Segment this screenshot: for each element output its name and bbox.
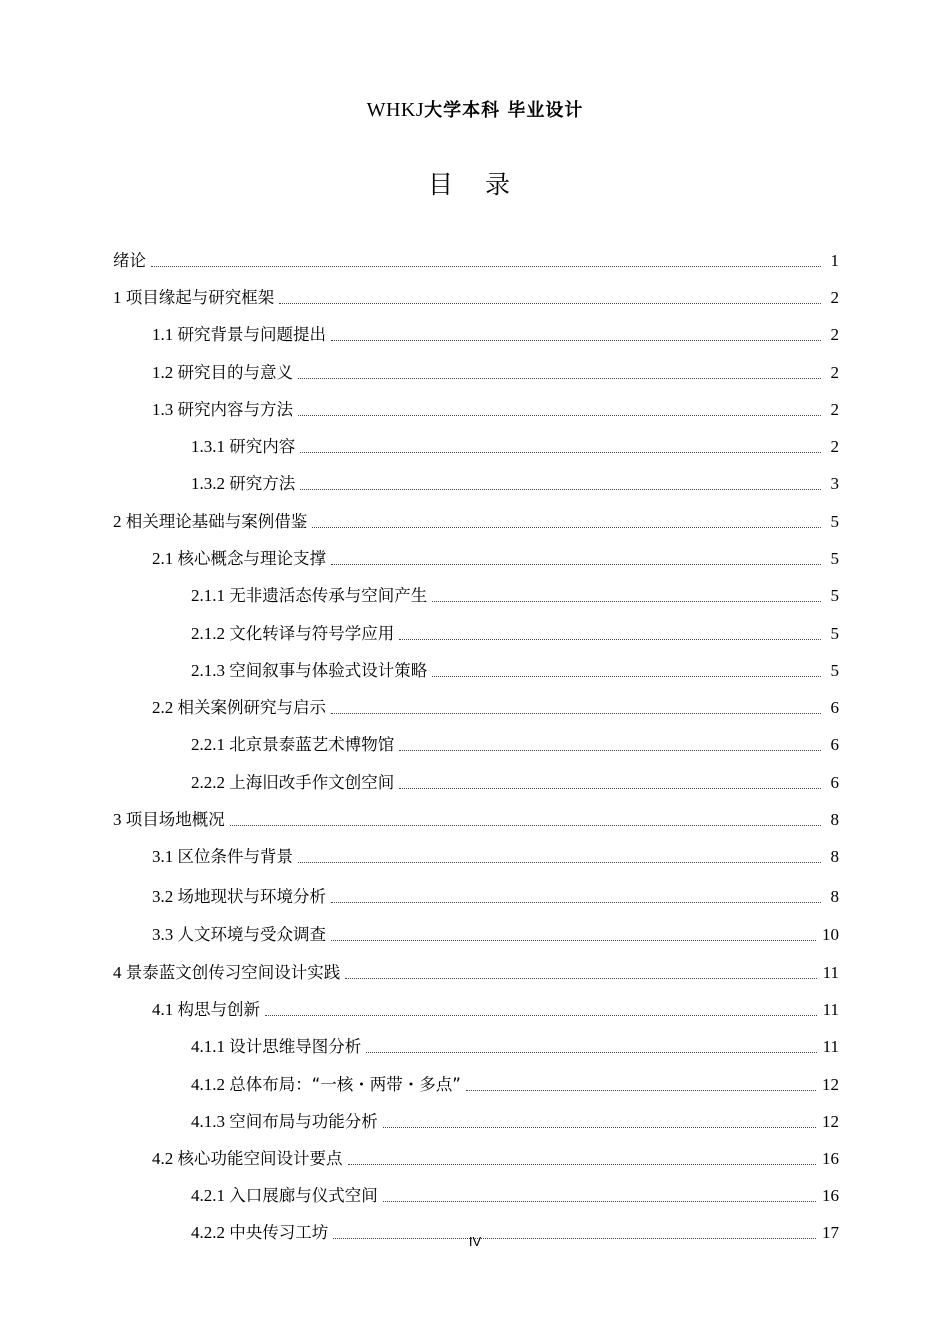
toc-entry-number: 2.2.1 <box>191 735 230 754</box>
toc-entry-page: 6 <box>830 735 839 754</box>
toc-entry-page: 16 <box>822 1186 839 1205</box>
toc-entry-title: 人文环境与受众调查 <box>177 925 326 944</box>
toc-entry-page: 5 <box>830 512 839 531</box>
toc-entry-title: 相关案例研究与启示 <box>177 698 326 717</box>
toc-entry-page: 5 <box>830 549 839 568</box>
toc-entry-page: 16 <box>822 1149 839 1168</box>
toc-entry-number: 1.3.2 <box>191 474 230 493</box>
toc-entry-number: 1.1 <box>152 325 178 344</box>
toc-entry-page: 5 <box>830 661 839 680</box>
toc-entry-title: 无非遗活态传承与空间产生 <box>229 586 428 605</box>
toc-entry-title: 北京景泰蓝艺术博物馆 <box>229 735 395 754</box>
toc-entry-number: 3 <box>113 810 126 829</box>
toc-entry-title: 研究目的与意义 <box>177 363 293 382</box>
toc-dot-leader <box>432 601 821 602</box>
toc-entry-number: 2.1 <box>152 549 178 568</box>
toc-entry[interactable] <box>191 770 839 796</box>
toc-entry-page: 5 <box>830 586 839 605</box>
toc-entry-title: 空间叙事与体验式设计策略 <box>229 661 428 680</box>
toc-entry[interactable] <box>191 583 839 609</box>
toc-entry-page: 6 <box>830 773 839 792</box>
toc-entry-page: 11 <box>822 963 839 982</box>
toc-entry-page: 8 <box>830 847 839 866</box>
toc-entry-number: 2.1.2 <box>191 624 230 643</box>
toc-entry[interactable] <box>191 658 839 684</box>
toc-entry-title: 总体布局：“一核・两带・多点” <box>229 1075 461 1094</box>
toc-entry[interactable] <box>113 807 839 833</box>
toc-entry-number: 2.1.1 <box>191 586 230 605</box>
toc-entry-number: 3.3 <box>152 925 178 944</box>
toc-dot-leader <box>399 788 821 789</box>
toc-dot-leader <box>298 862 821 863</box>
toc-dot-leader <box>331 340 821 341</box>
toc-entry[interactable] <box>191 1034 839 1060</box>
toc-entry-number: 4.1.2 <box>191 1075 230 1094</box>
toc-dot-leader <box>348 1164 817 1165</box>
toc-dot-leader <box>466 1090 816 1091</box>
toc-entry-page: 3 <box>830 474 839 493</box>
toc-entry-page: 11 <box>822 1000 839 1019</box>
toc-dot-leader <box>265 1015 817 1016</box>
toc-entry[interactable] <box>191 1183 839 1209</box>
toc-entry-page: 5 <box>830 624 839 643</box>
toc-entry-title: 核心概念与理论支撑 <box>177 549 326 568</box>
toc-entry-title: 研究内容 <box>229 437 296 456</box>
toc-entry-page: 12 <box>822 1075 839 1094</box>
toc-dot-leader <box>331 564 821 565</box>
toc-entry-page: 6 <box>830 698 839 717</box>
toc-entry-title: 上海旧改手作文创空间 <box>229 773 395 792</box>
toc-entry[interactable] <box>113 960 839 986</box>
toc-entry-page: 12 <box>822 1112 839 1131</box>
toc-entry-title: 文化转译与符号学应用 <box>229 624 395 643</box>
toc-entry[interactable] <box>152 546 839 572</box>
toc-entry[interactable] <box>152 844 839 870</box>
toc-dot-leader <box>298 378 821 379</box>
document-header <box>0 96 950 122</box>
toc-entry-page: 2 <box>830 325 839 344</box>
toc-dot-leader <box>383 1201 816 1202</box>
toc-entry-page: 8 <box>830 887 839 906</box>
toc-entry-title: 场地现状与环境分析 <box>177 887 326 906</box>
toc-entry-title: 中央传习工坊 <box>229 1223 329 1242</box>
toc-entry-number: 1.2 <box>152 363 178 382</box>
toc-entry-number: 2 <box>113 512 126 531</box>
toc-dot-leader <box>300 489 821 490</box>
toc-entry-title: 项目缘起与研究框架 <box>125 288 275 307</box>
toc-entry-page: 11 <box>822 1037 839 1056</box>
toc-entry-title: 景泰蓝文创传习空间设计实践 <box>125 963 341 982</box>
toc-entry-number: 2.2.2 <box>191 773 230 792</box>
toc-dot-leader <box>230 825 821 826</box>
toc-entry-page: 8 <box>830 810 839 829</box>
toc-entry[interactable] <box>191 1109 839 1135</box>
toc-entry-number: 4.1.1 <box>191 1037 230 1056</box>
toc-entry-title: 设计思维导图分析 <box>229 1037 362 1056</box>
toc-entry-number: 4 <box>113 963 126 982</box>
toc-entry-number: 1 <box>113 288 126 307</box>
toc-dot-leader <box>151 266 821 267</box>
header-prefix: WHKJ <box>366 99 425 121</box>
toc-entry-title: 空间布局与功能分析 <box>229 1112 378 1131</box>
toc-entry[interactable] <box>152 1146 839 1172</box>
toc-entry[interactable] <box>152 922 839 948</box>
toc-entry[interactable] <box>152 397 839 423</box>
toc-entry-page: 17 <box>822 1223 839 1242</box>
page-number: IV <box>468 1234 482 1249</box>
toc-dot-leader <box>432 676 821 677</box>
toc-entry-number: 1.3 <box>152 400 178 419</box>
toc-entry[interactable] <box>152 360 839 386</box>
toc-dot-leader <box>331 713 821 714</box>
toc-dot-leader <box>331 940 816 941</box>
toc-entry-number: 2.2 <box>152 698 178 717</box>
toc-entry[interactable] <box>152 322 839 348</box>
toc-entry-page: 10 <box>822 925 839 944</box>
toc-entry-page: 1 <box>830 251 839 270</box>
toc-entry-number: 1.3.1 <box>191 437 230 456</box>
toc-entry-number: 4.2.2 <box>191 1223 230 1242</box>
toc-dot-leader <box>399 639 821 640</box>
toc-entry[interactable] <box>191 434 839 460</box>
toc-entry-title: 研究内容与方法 <box>177 400 293 419</box>
toc-dot-leader <box>345 978 816 979</box>
toc-entry[interactable] <box>191 621 839 647</box>
toc-entry[interactable] <box>191 1072 839 1098</box>
toc-dot-leader <box>383 1127 816 1128</box>
toc-entry-title: 核心功能空间设计要点 <box>177 1149 343 1168</box>
toc-entry-number: 4.2.1 <box>191 1186 230 1205</box>
toc-entry-number: 4.1.3 <box>191 1112 230 1131</box>
toc-entry-page: 2 <box>830 363 839 382</box>
toc-entry[interactable] <box>191 732 839 758</box>
toc-entry-title: 项目场地概况 <box>125 810 225 829</box>
toc-entry-title: 绪论 <box>113 251 146 270</box>
toc-entry-page: 2 <box>830 400 839 419</box>
toc-entry-title: 区位条件与背景 <box>177 847 293 866</box>
toc-entry-title: 入口展廊与仪式空间 <box>229 1186 378 1205</box>
toc-dot-leader <box>298 415 821 416</box>
toc-entry-title: 研究方法 <box>229 474 296 493</box>
toc-dot-leader <box>312 527 821 528</box>
toc-entry-number: 4.1 <box>152 1000 178 1019</box>
page-title: 目 录 <box>428 170 522 199</box>
toc-entry-number: 2.1.3 <box>191 661 230 680</box>
toc-entry[interactable] <box>113 248 839 274</box>
toc-dot-leader <box>399 750 821 751</box>
toc-entry-title: 研究背景与问题提出 <box>177 325 326 344</box>
toc-entry-number: 4.2 <box>152 1149 178 1168</box>
header-text: 大学本科 毕业设计 <box>424 100 584 121</box>
toc-entry[interactable] <box>152 695 839 721</box>
toc-dot-leader <box>300 452 821 453</box>
toc-entry[interactable] <box>113 285 839 311</box>
toc-entry[interactable] <box>191 471 839 497</box>
toc-dot-leader <box>279 303 821 304</box>
toc-entry[interactable] <box>113 509 839 535</box>
toc-entry-page: 2 <box>830 437 839 456</box>
toc-entry-page: 2 <box>830 288 839 307</box>
toc-entry-title: 相关理论基础与案例借鉴 <box>125 512 308 531</box>
toc-entry-number: 3.1 <box>152 847 178 866</box>
toc-dot-leader <box>331 902 821 903</box>
toc-entry-number: 3.2 <box>152 887 178 906</box>
toc-entry[interactable] <box>152 997 839 1023</box>
toc-dot-leader <box>366 1052 816 1053</box>
toc-entry-title: 构思与创新 <box>177 1000 260 1019</box>
toc-entry[interactable] <box>152 884 839 910</box>
